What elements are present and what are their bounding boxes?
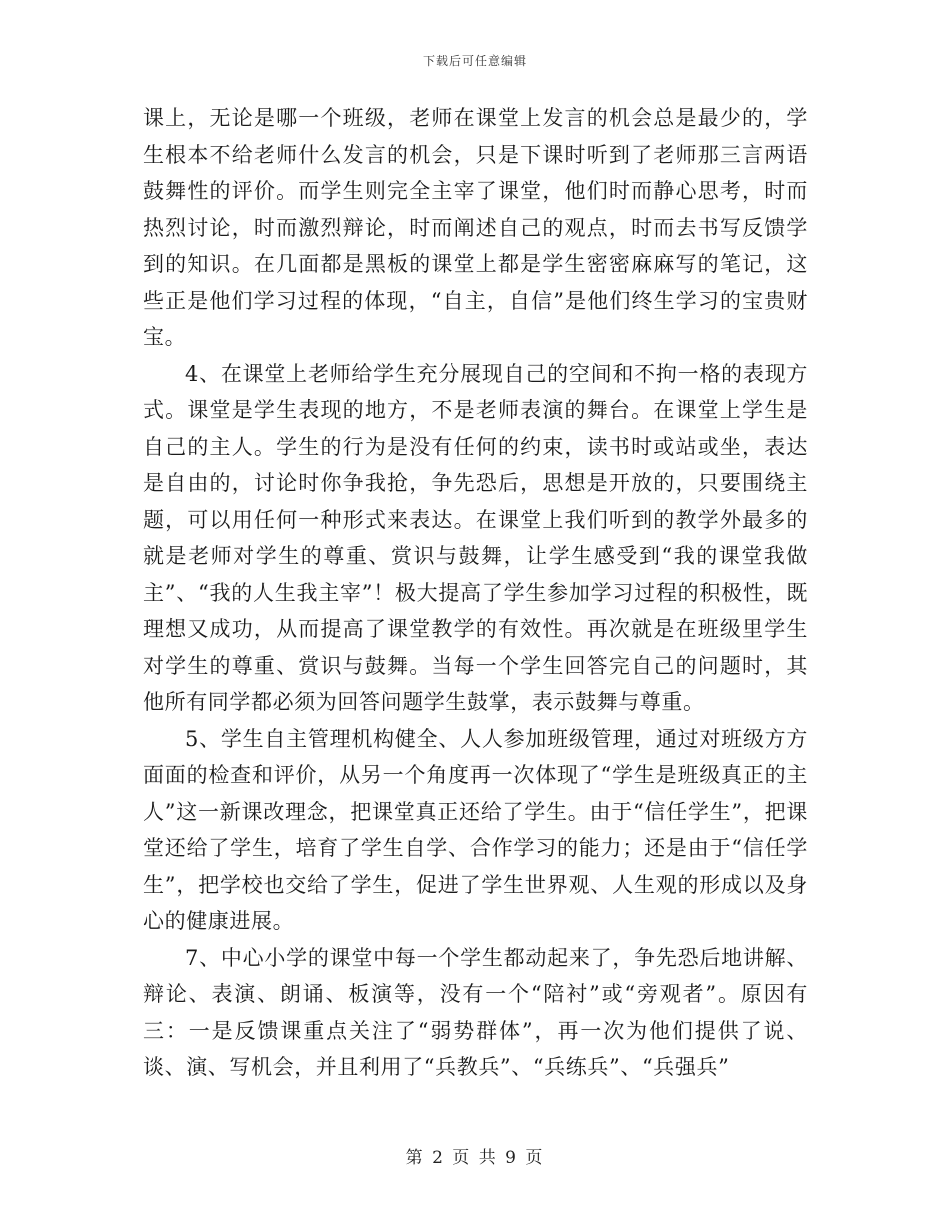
page-header: 下载后可任意编辑 bbox=[422, 54, 527, 68]
paragraph-item-5: 5、学生自主管理机构健全、人人参加班级管理，通过对班级方方面面的检查和评价，从另一个角度再一次体现了“学生是班级真正的主人”这一新课改理念，把课堂真正还给了学生。由于“信任学生”，把课堂还给了学生，培育了学生自学、合作学习的能力；还是由于“信任学生”，把学校也交给了学生，促进了学生世界观、人生观的形成以及身心的健康进展。 bbox=[143, 726, 808, 933]
document-body bbox=[143, 100, 808, 1086]
paragraph-item-7: 7、中心小学的课堂中每一个学生都动起来了，争先恐后地讲解、辩论、表演、朗诵、板演等，没有一个“陪衬”或“旁观者”。原因有三：一是反馈课重点关注了“弱势群体”，再一次为他们提供了说、谈、演、写机会，并且利用了“兵教兵”、“兵练兵”、“兵强兵” bbox=[143, 945, 808, 1079]
paragraph-item-4: 4、在课堂上老师给学生充分展现自己的空间和不拘一格的表现方式。课堂是学生表现的地方，不是老师表演的舞台。在课堂上学生是自己的主人。学生的行为是没有任何的约束，读书时或站或坐，表达是自由的，讨论时你争我抢，争先恐后，思想是开放的，只要围绕主题，可以用任何一种形式来表达。在课堂上我们听到的教学外最多的就是老师对学生的尊重、赏识与鼓舞，让学生感受到“我的课堂我做主”、“我的人生我主宰”！极大提高了学生参加学习过程的积极性，既理想又成功，从而提高了课堂教学的有效性。再次就是在班级里学生对学生的尊重、赏识与鼓舞。当每一个学生回答完自己的问题时，其他所有同学都必须为回答问题学生鼓掌，表示鼓舞与尊重。 bbox=[143, 361, 808, 714]
paragraph-continuation: 课上，无论是哪一个班级，老师在课堂上发言的机会总是最少的，学生根本不给老师什么发言的机会，只是下课时听到了老师那三言两语鼓舞性的评价。而学生则完全主宰了课堂，他们时而静心思考，时而热烈讨论，时而激烈辩论，时而阐述自己的观点，时而去书写反馈学到的知识。在几面都是黑板的课堂上都是学生密密麻麻写的笔记，这些正是他们学习过程的体现，“自主，自信”是他们终生学习的宝贵财宝。 bbox=[143, 106, 808, 349]
page-number: 第 2 页 共 9 页 bbox=[405, 1148, 545, 1168]
